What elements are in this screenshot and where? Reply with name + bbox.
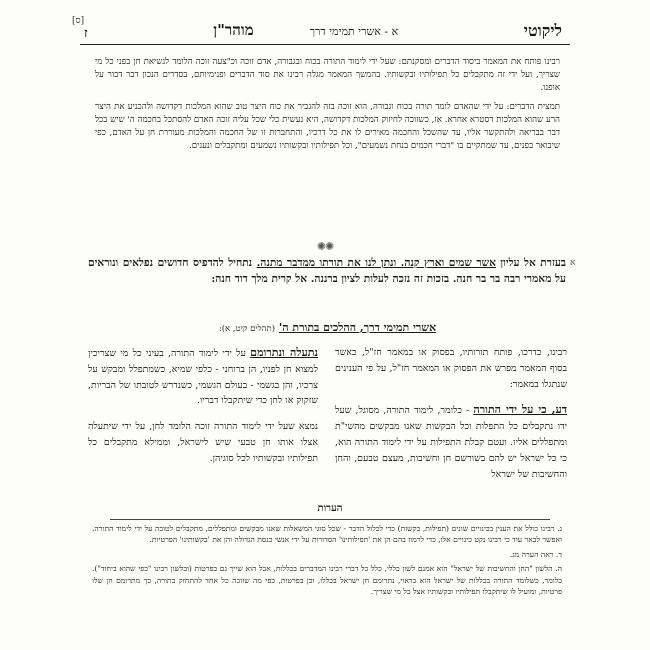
intro-section (95, 56, 560, 159)
notes-title: הערות (317, 503, 343, 514)
column-right (335, 345, 567, 482)
section-label: א - אשרי תמימי דרך (309, 25, 399, 38)
column-paragraph: נמצא שעל ידי לימוד התורה זוכה הלומד לחן, על ידי שיתעלה אצלו אותו חן טבעי שיש לישראל, וממילא מתקבלים כל תפילותיו ובקשותיו לכל סוגיהן. (88, 421, 318, 464)
column-text: על ידי לימוד התורה, בעיני כל מי שצריכין למצוא חן לפניו, הן ברוחני - כלפי שמיא, כשמתפלל ומבקש על צרכיו, והן בגשמי - בעולם הגשמי, כשנדרש לטובתו של הבריות, שזקוק או לחן כדי שיתקבלו דבריו. (88, 348, 318, 407)
column-left (88, 345, 318, 467)
book-title: ליקוטי (523, 21, 562, 40)
footnote: ד. ראה הערה מג. (509, 549, 562, 559)
divider-ornament-icon: ✺✺ (316, 240, 334, 253)
opening-underlined: אשר שמים וארץ קנה. ונתן לנו את תורתו ממדבר מתנה. (256, 257, 496, 269)
lead-phrase: דע, כי על ידי התורה (473, 403, 567, 417)
intro-paragraph: תמצית הדברים: על ידי שהאדם לומד תורה בכוח וגבורה, הוא זוכה בזה להגביר את כוח היצר טוב שהוא המלכות דקדושה ולהכניע את היצר הרע שהוא המלכות דסטרא אחרא. אז, כשזוכה לחיזוק המלכות דקדושה, היא נעשית כלי שכל עליה זוכה האדם להסתכל בחכמה ה' שיש בכל דבר בבריאה ולהתקשר אליו, עד שהשכל והחכמה מאירים לו את כל דרכיו, והתחברות זו של החכמה והמלכות מעוררת חן על האדם, כפי שיבואר בפנים, עד שמתקיים בו "דברי חכמים בנחת נשמעים", וכל תפילותיו ובקשותיו נשמעים ומתקבלים ונענים. (95, 102, 560, 151)
verse-ref: (תהלים קיט, א): (218, 324, 276, 334)
footnotes (92, 523, 562, 600)
opening-paragraph (88, 256, 566, 287)
column-paragraph: רבינו, כדרכו, פותח תורותיו, בפסוק או במאמר חז"ל, כאשר בסוף המאמר מפרש את הפסוק או המאמר חז"ל, על פי הענינים שנתגלו במאמר: (335, 347, 567, 390)
column-paragraph (88, 345, 318, 409)
header-section (213, 21, 398, 44)
page-mark: [ס] (72, 16, 85, 26)
column-text: - כלומר, לימוד התורה, מסוגל, שעל ידו נתקבלים כל התפלות וכל הבקשות שאנו מבקשים מהשי"ת ומתפללים אליו. ועטם קבלת התפילות על ידי לימוד התורה הוא, כי כל ישראל יש להם בשורשם חן וחשיבות, מעצם טבעם, והחן והחשיבות של ישראל (335, 405, 567, 480)
section-marker: א (570, 258, 576, 268)
opening-text-after: נתחיל להדפיס חדושים נפלאים ונוראים על מאמרי רבה בר בר חנה. בזכות זה נזכה לעלות לציון ברננה. אל קרית מלך דוד חנה: (88, 257, 566, 285)
running-header (80, 22, 570, 45)
notes-divider (110, 519, 550, 520)
intro-paragraph: רבינו פותח את המאמר ביסוד הדברים ומסקנתם: שעל ידי לימוד התורה בכוח ובגבורה, אדם זוכה וכ"צעה זוכה הלומד לנשיאת חן בפני כל מי שצריך, ועל ידי זה מתקבלים כל תפילותיו ובקשותיו. בהמשך המאמר מגלה רבינו את סוד הדברים ופנימיותם, בסדרים הנכון דבר דבור על אופנו. (95, 57, 560, 93)
author-title: מוהר"ן (213, 21, 254, 39)
footnote: ה. הלשון "החן והחשיבות של ישראל" הוא אמנם לשון כללי, כלל כל דברי רבינו המדברים בכללות, אבל הוא שייך גם בפרטות (ובלשון רבינו "כפי שהוא ביחוד"). כלומר, כשלומד התורה בכללות של ישראל הוא כראוי, נתרומם חן ישראל בכללו, וכן בפרטות, כפי מה שזוכה כל אחד להתחזק בתורה, כך מתרומם חן שלו פרטיות, ומועיל לו שיתקבלו תפילותיו ובקשותיו אצל כל מי שצריך. (92, 564, 562, 597)
page-letter: ז (84, 26, 88, 41)
footnote: ג. רבינו כולל את הענין בכינויים שונים (תפילות, בקשות) כדי לכלול הדבר - שכל סוגי המשאלות שאנו מבקשים ומתפללים, מתקבלים לטובה על ידי לימוד התורה. ואפשר לבאר עוד כי רבינו נקט כינויים אלו, כדי לרמוז בהם הן את 'תפילותינו' הסדורות על ידי אנשי כנסת הגדולה והן את 'בקשותינו' הפרטיות. (92, 524, 562, 545)
column-paragraph (335, 402, 567, 482)
lead-phrase: נתעלה ונתרומם (250, 346, 318, 359)
header-book-title (524, 21, 570, 44)
verse-heading (140, 321, 515, 334)
verse-text: אשרי תמימי דרך, ההלכים בתורת ה' (278, 321, 437, 334)
opening-text-before: בעזרת אל עליון (500, 257, 566, 269)
